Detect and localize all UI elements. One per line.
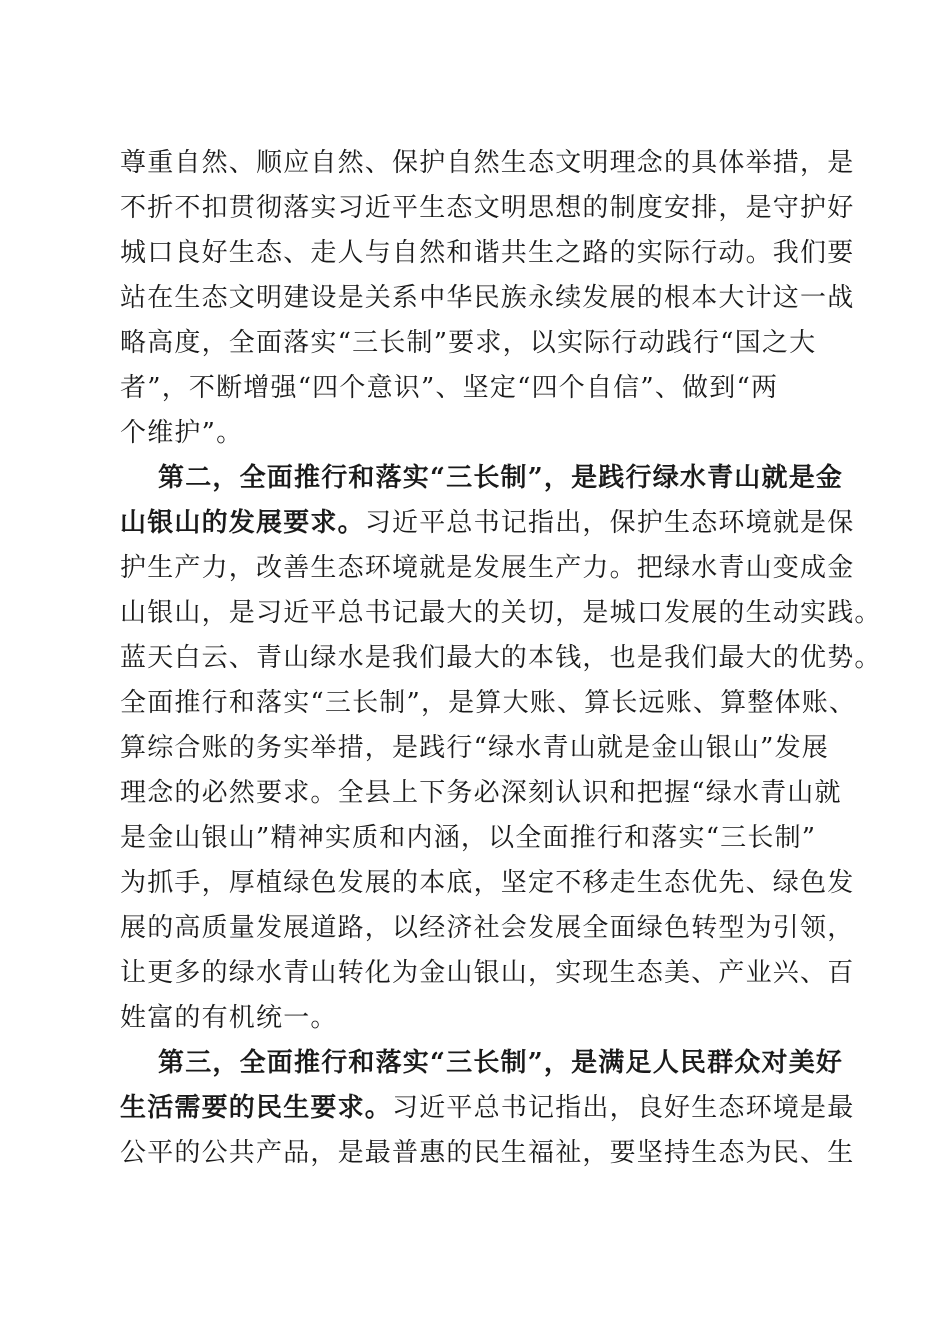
body-text-line: 算综合账的务实举措，是践行“绿水青山就是金山银山”发展 — [120, 733, 829, 763]
section-heading-third: 第三，全面推行和落实“三长制”，是满足人民群众对美好 — [158, 1048, 844, 1078]
body-text-line: 个维护”。 — [120, 418, 244, 448]
body-text-line: 站在生态文明建设是关系中华民族永续发展的根本大计这一战 — [120, 283, 855, 313]
body-text-line: 护生产力，改善生态环境就是发展生产力。把绿水青山变成金 — [120, 553, 855, 583]
body-text-line: 尊重自然、顺应自然、保护自然生态文明理念的具体举措，是 — [120, 148, 855, 178]
body-text-line: 理念的必然要求。全县上下务必深刻认识和把握“绿水青山就 — [120, 778, 842, 808]
body-text-line: 全面推行和落实“三长制”，是算大账、算长远账、算整体账、 — [120, 688, 857, 718]
body-text-span: 习近平总书记指出，保护生态环境就是保 — [364, 508, 855, 538]
body-text-line: 山银山，是习近平总书记最大的关切，是城口发展的生动实践。 — [120, 598, 882, 628]
body-text-line: 让更多的绿水青山转化为金山银山，实现生态美、产业兴、百 — [120, 958, 855, 988]
body-text-span: 习近平总书记指出，良好生态环境是最 — [392, 1093, 855, 1123]
body-text-line: 不折不扣贯彻落实习近平生态文明思想的制度安排，是守护好 — [120, 193, 855, 223]
body-text-line: 者”，不断增强“四个意识”、坚定“四个自信”、做到“两 — [120, 373, 779, 403]
mixed-text-line — [120, 503, 854, 543]
section-heading-third-end: 生活需要的民生要求。 — [120, 1093, 393, 1123]
mixed-text-line — [120, 1088, 854, 1128]
body-text-line: 为抓手，厚植绿色发展的本底，坚定不移走生态优先、绿色发 — [120, 868, 855, 898]
body-text-line: 蓝天白云、青山绿水是我们最大的本钱，也是我们最大的优势。 — [120, 643, 882, 673]
section-heading-second-end: 山银山的发展要求。 — [120, 508, 365, 538]
section-heading-second: 第二，全面推行和落实“三长制”，是践行绿水青山就是金 — [158, 463, 844, 493]
body-text-line: 城口良好生态、走人与自然和谐共生之路的实际行动。我们要 — [120, 238, 855, 268]
body-text-line: 展的高质量发展道路，以经济社会发展全面绿色转型为引领， — [120, 913, 855, 943]
body-text-line: 略高度，全面落实“三长制”要求，以实际行动践行“国之大 — [120, 328, 817, 358]
body-text-line: 公平的公共产品，是最普惠的民生福祉，要坚持生态为民、生 — [120, 1138, 855, 1168]
body-text-line: 是金山银山”精神实质和内涵，以全面推行和落实“三长制” — [120, 823, 817, 853]
body-text-line: 姓富的有机统一。 — [120, 1003, 338, 1033]
